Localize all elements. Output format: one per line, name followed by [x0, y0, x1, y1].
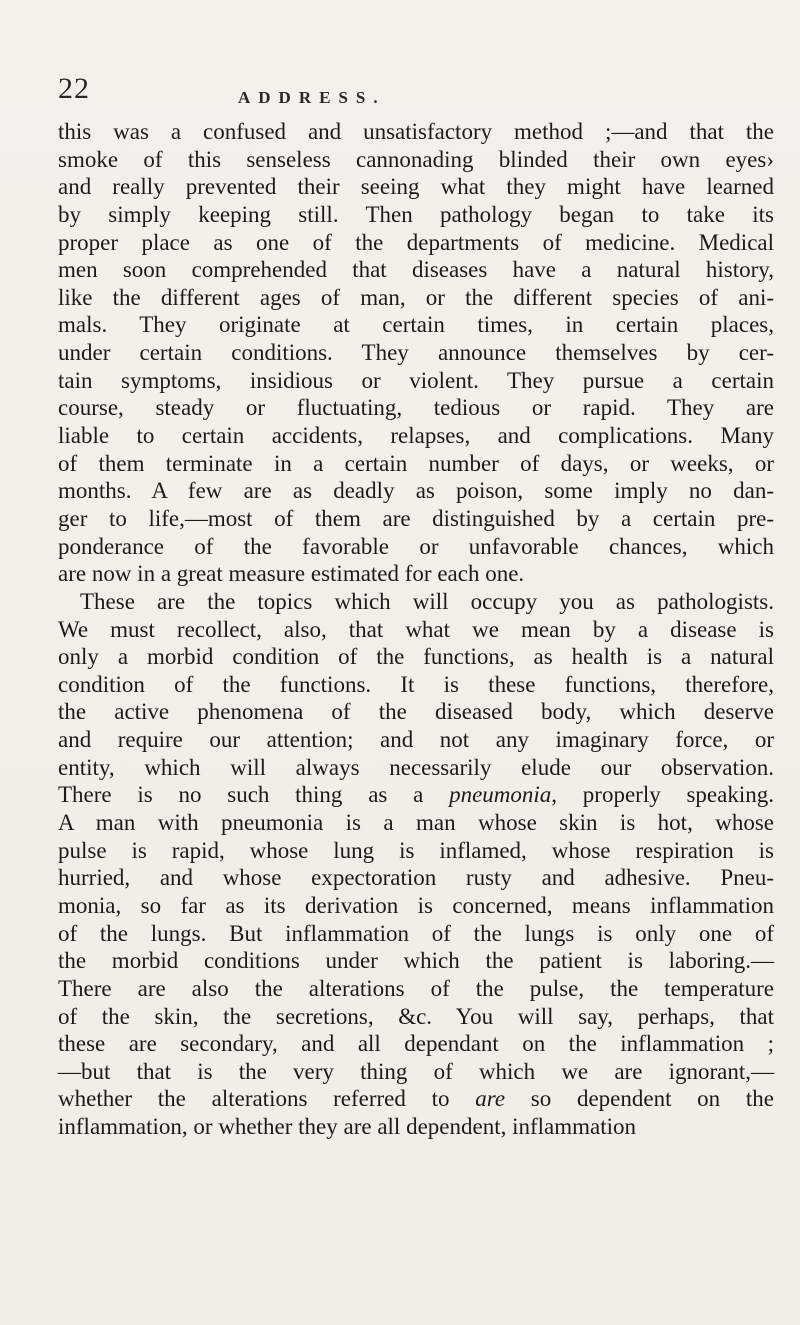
text-line: the morbid conditions under which the patient is laboring.— [58, 948, 774, 974]
text-line: only a morbid condition of the functions, as health is a natural [58, 644, 774, 670]
running-head [58, 72, 758, 108]
text-line: and require our attention; and not any imaginary force, or [58, 727, 774, 753]
text-line: these are secondary, and all dependant on the inflammation ; [58, 1031, 774, 1057]
text-line: are now in a great measure estimated for each one. [58, 561, 525, 587]
text-line: inflammation, or whether they are all dependent, inflammation [58, 1114, 636, 1140]
text-line-with-italic [58, 1085, 774, 1113]
text-line: tain symptoms, insidious or violent. They pursue a certain [58, 367, 774, 393]
paragraph-1 [58, 118, 774, 588]
text-line: months. A few are as deadly as poison, some imply no dan- [58, 478, 774, 504]
text-line: pulse is rapid, whose lung is inflamed, whose respiration is [58, 837, 774, 863]
text-line: hurried, and whose expectoration rusty and adhesive. Pneu- [58, 865, 774, 891]
text-line: ger to life,—most of them are distinguished by a certain pre- [58, 505, 774, 531]
text-line: and really prevented their seeing what they might have learned [58, 174, 774, 200]
running-title: ADDRESS. [238, 88, 386, 107]
text-line: by simply keeping still. Then pathology began to take its [58, 201, 774, 227]
text-line: like the different ages of man, or the different species of ani- [58, 284, 774, 310]
text-line: course, steady or fluctuating, tedious or rapid. They are [58, 395, 774, 421]
text-line: There are also the alterations of the pulse, the temperature [58, 975, 774, 1001]
text-segment: There is no such thing as a [58, 782, 450, 808]
text-segment: whether the alterations referred to [58, 1086, 476, 1112]
text-line: the active phenomena of the diseased body, which deserve [58, 699, 774, 725]
text-line: of the skin, the secretions, &c. You will say, perhaps, that [58, 1003, 774, 1029]
text-line: mals. They originate at certain times, in certain places, [58, 312, 774, 338]
text-line: A man with pneumonia is a man whose skin is hot, whose [58, 810, 774, 836]
text-line: We must recollect, also, that what we mean by a disease is [58, 616, 774, 642]
text-line: of the lungs. But inflammation of the lungs is only one of [58, 920, 774, 946]
text-line: under certain conditions. They announce themselves by cer- [58, 340, 774, 366]
text-line: —but that is the very thing of which we are ignorant,— [58, 1058, 774, 1084]
text-line: These are the topics which will occupy you as pathologists. [80, 588, 774, 614]
text-segment: , properly speaking. [551, 782, 774, 808]
body-text [58, 118, 774, 1141]
italic-term: are [475, 1086, 506, 1112]
text-line: smoke of this senseless cannonading blinded their own eyes› [58, 146, 774, 172]
text-line: ponderance of the favorable or unfavorable chances, which [58, 533, 774, 559]
text-line: condition of the functions. It is these functions, therefore, [58, 671, 774, 697]
italic-term: pneumonia [449, 782, 552, 808]
text-line: liable to certain accidents, relapses, and complications. Many [58, 423, 774, 449]
text-line: proper place as one of the departments of medicine. Medical [58, 229, 774, 255]
page-number: 22 [58, 72, 90, 105]
text-segment: so dependent on the [505, 1086, 774, 1112]
text-line: entity, which will always necessarily elude our observation. [58, 754, 774, 780]
text-line: of them terminate in a certain number of days, or weeks, or [58, 450, 774, 476]
text-line: this was a confused and unsatisfactory method ;—and that the [58, 119, 774, 144]
text-line: men soon comprehended that diseases have a natural history, [58, 257, 774, 283]
text-line: monia, so far as its derivation is concerned, means inflammation [58, 892, 774, 918]
paragraph-2 [58, 588, 774, 1141]
text-line-with-italic [58, 781, 774, 809]
